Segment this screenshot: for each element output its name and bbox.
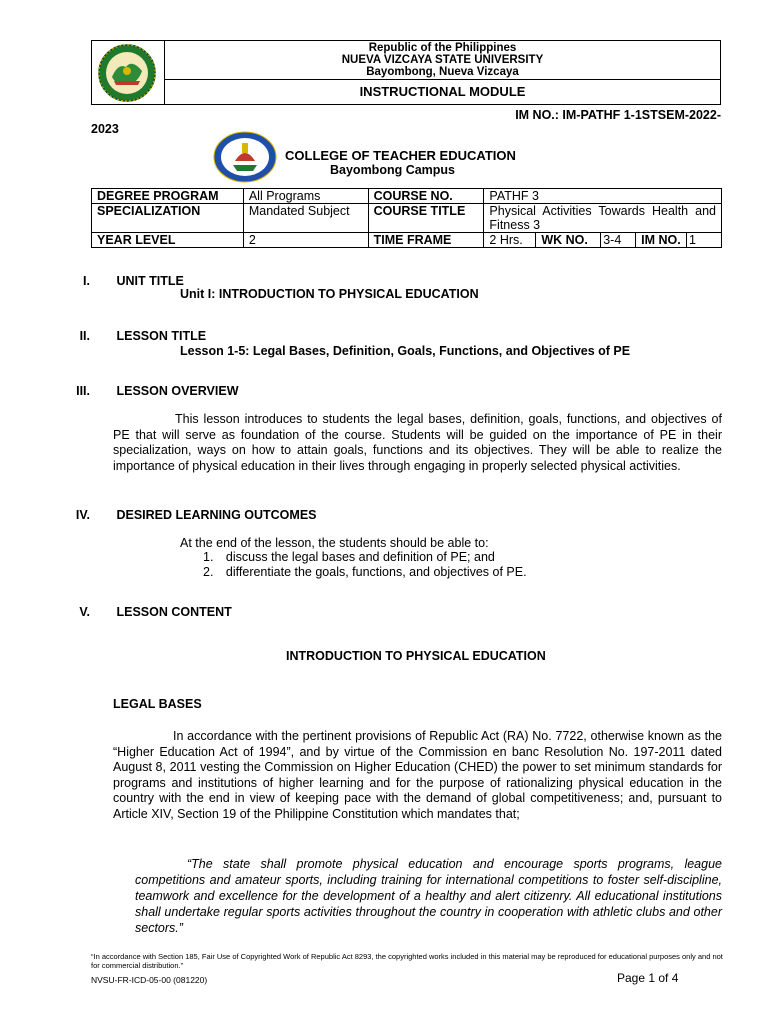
section-lesson-overview	[50, 384, 239, 398]
year-level-label: YEAR LEVEL	[92, 233, 244, 248]
university-address: Bayombong, Nueva Vizcaya	[366, 66, 519, 78]
year-level-value: 2	[243, 233, 368, 248]
document-header	[91, 40, 721, 105]
copyright-footnote: “In accordance with Section 185, Fair Use of Copyrighted Work of Republic Act 8293, the copyrighted works included in this material may be reproduced for educational purposes only and not for commercial distribution.”	[91, 952, 723, 970]
legal-bases-paragraph: In accordance with the pertinent provisions of Republic Act (RA) No. 7722, otherwise known as the “Higher Education Act of 1994”, and by virtue of the Commission en banc Resolution No. 197-2011 dated August 8, 2011 vesting the Commission on Higher Education (CHED) the power to set minimum standards for programs and institutions of higher learning and for the purpose of rationalizing physical education in the country with the end in view of keeping pace with the demand of global competitiveness; and, pursuant to Article XIV, Section 19 of the Philippine Constitution which mandates that;	[113, 729, 722, 821]
college-name: COLLEGE OF TEACHER EDUCATION	[285, 148, 516, 163]
im-no-label: IM NO.	[636, 233, 687, 248]
im-no-value: 1	[687, 233, 722, 248]
course-title-label: COURSE TITLE	[368, 204, 484, 233]
college-campus: Bayombong Campus	[330, 163, 456, 177]
course-no-value: PATHF 3	[484, 189, 722, 204]
section-heading: LESSON CONTENT	[116, 605, 232, 619]
outcome-text: discuss the legal bases and definition of PE; and	[225, 550, 495, 564]
outcome-number: 2.	[203, 565, 214, 579]
outcomes-intro: At the end of the lesson, the students should be able to:	[180, 536, 489, 550]
university-name-block	[165, 41, 720, 80]
im-number: IM NO.: IM-PATHF 1-1STSEM-2022-	[515, 108, 721, 122]
outcome-item	[203, 550, 495, 566]
table-row	[92, 204, 722, 233]
section-lesson-title	[50, 329, 206, 343]
table-row	[92, 233, 722, 248]
constitution-quote: “The state shall promote physical education and encourage sports programs, league competitions and amateur sports, including training for international competitions to foster self-discipline, teamwork and excellence for the development of a healthy and alert citizenry. All educational institutions shall undertake regular sports activities throughout the country in cooperation with athletic clubs and other sectors.”	[135, 857, 722, 935]
form-code: NVSU-FR-ICD-05-00 (081220)	[91, 975, 208, 985]
im-number-continuation: 2023	[91, 122, 119, 136]
table-row	[92, 189, 722, 204]
module-title: INSTRUCTIONAL MODULE	[359, 84, 526, 99]
section-heading: LESSON TITLE	[116, 329, 207, 343]
college-seal-icon	[213, 131, 277, 183]
time-frame-value: 2 Hrs.	[484, 233, 536, 248]
section-number: III.	[76, 384, 90, 398]
time-frame-label: TIME FRAME	[368, 233, 484, 248]
section-number: IV.	[75, 508, 90, 522]
outcome-number: 1.	[203, 550, 214, 564]
course-no-label: COURSE NO.	[368, 189, 484, 204]
university-name: NUEVA VIZCAYA STATE UNIVERSITY	[341, 54, 544, 66]
degree-program-label: DEGREE PROGRAM	[92, 189, 244, 204]
republic-line: Republic of the Philippines	[368, 42, 517, 54]
wk-no-label: WK NO.	[536, 233, 601, 248]
course-title-value: Physical Activities Towards Health and Fitness 3	[484, 204, 722, 233]
wk-no-value: 3-4	[601, 233, 636, 248]
unit-title-content: Unit I: INTRODUCTION TO PHYSICAL EDUCATION	[180, 287, 479, 301]
university-logo-cell	[92, 41, 165, 104]
content-heading: INTRODUCTION TO PHYSICAL EDUCATION	[286, 649, 546, 663]
section-heading: LESSON OVERVIEW	[116, 384, 239, 398]
degree-program-value: All Programs	[243, 189, 368, 204]
university-seal-icon	[92, 41, 164, 104]
content-subheading: LEGAL BASES	[113, 697, 202, 711]
specialization-label: SPECIALIZATION	[92, 204, 244, 233]
lesson-title-content: Lesson 1-5: Legal Bases, Definition, Goals, Functions, and Objectives of PE	[180, 344, 631, 358]
outcome-text: differentiate the goals, functions, and objectives of PE.	[225, 565, 527, 579]
page-number: Page 1 of 4	[617, 971, 679, 985]
section-unit-title	[50, 274, 184, 288]
section-heading: UNIT TITLE	[116, 274, 184, 288]
section-learning-outcomes	[50, 508, 317, 522]
course-info-table	[91, 188, 722, 248]
section-number: II.	[79, 329, 90, 343]
outcome-item	[203, 565, 527, 581]
lesson-overview-text: This lesson introduces to students the legal bases, definition, goals, functions, and objectives of PE that will serve as foundation of the course. Students will be guided on the importance of PE in their specialization, ways on how to attain goals, functions and its objectives. They will be able to realize the importance of physical education in their lives through engaging in properly selected physical activities.	[113, 412, 722, 473]
section-number: I.	[83, 274, 90, 288]
section-number: V.	[79, 605, 90, 619]
specialization-value: Mandated Subject	[243, 204, 368, 233]
section-lesson-content	[50, 605, 232, 619]
section-heading: DESIRED LEARNING OUTCOMES	[116, 508, 317, 522]
